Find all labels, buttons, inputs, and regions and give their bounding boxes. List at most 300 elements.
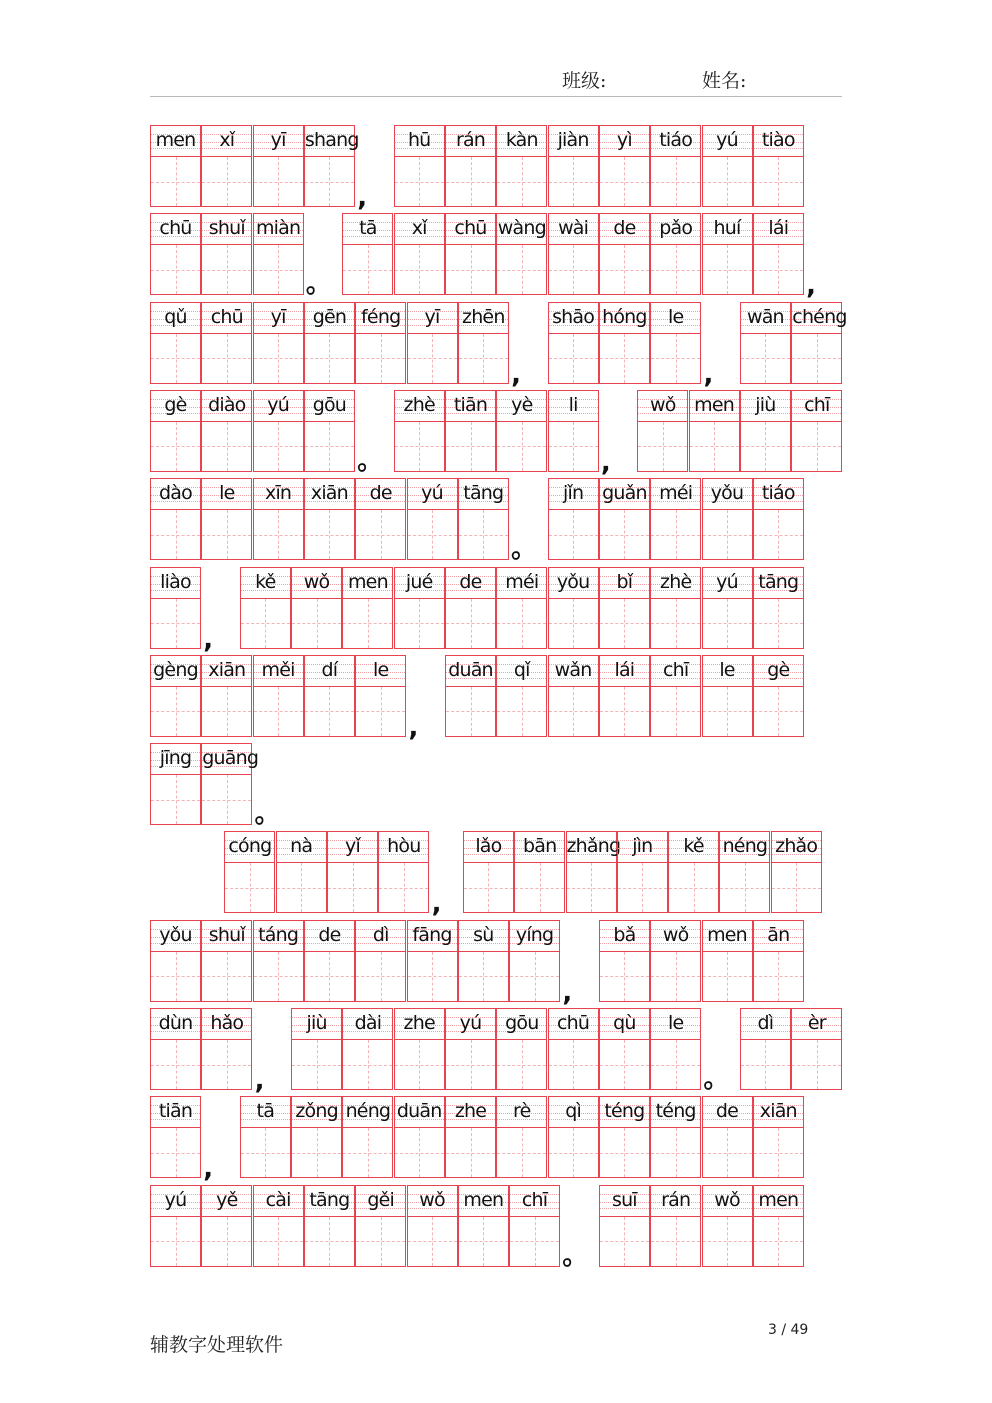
pinyin-syllable: wàng [497, 217, 546, 240]
writing-cell [496, 390, 547, 472]
writing-cell [458, 478, 509, 560]
character-guide-vertical [573, 1128, 574, 1177]
pinyin-syllable: de [318, 923, 341, 946]
pinyin-syllable: jìn [632, 835, 653, 858]
character-guide-vertical [778, 1128, 779, 1177]
character-guide-vertical [676, 510, 677, 559]
character-guide-vertical [227, 157, 228, 206]
writing-cell [458, 1185, 509, 1267]
character-guide-vertical [227, 687, 228, 736]
pinyin-syllable: de [369, 482, 392, 505]
pinyin-syllable: miàn [255, 217, 301, 240]
comma-mark: , [806, 271, 816, 302]
pinyin-syllable: chū [454, 217, 487, 240]
character-box [408, 1216, 457, 1266]
character-guide-vertical [676, 334, 677, 383]
character-guide-vertical [676, 157, 677, 206]
pinyin-syllable: tiào [761, 129, 795, 151]
pinyin-syllable: chéng [792, 305, 847, 328]
character-box [741, 421, 790, 471]
writing-cell [407, 920, 458, 1002]
character-box [459, 951, 508, 1001]
character-guide-vertical [301, 863, 302, 912]
writing-cell [150, 1096, 201, 1178]
character-guide-vertical [419, 422, 420, 471]
pinyin-syllable: tiáo [761, 482, 795, 505]
character-box [151, 333, 200, 383]
pinyin-syllable: chī [663, 658, 689, 681]
writing-cell [496, 567, 547, 649]
pinyin-syllable: yǒu [159, 923, 192, 946]
character-guide-vertical [522, 245, 523, 294]
character-guide-vertical [278, 157, 279, 206]
pinyin-syllable: tāng [309, 1188, 350, 1211]
writing-cell [342, 1008, 393, 1090]
character-box [202, 1216, 251, 1266]
character-guide-vertical [419, 1128, 420, 1177]
character-box [600, 686, 649, 736]
pinyin-syllable: zhe [403, 1012, 435, 1034]
writing-cell [291, 567, 342, 649]
pinyin-syllable: shuǐ [208, 217, 245, 240]
pinyin-syllable: men [707, 923, 747, 946]
writing-cell [150, 1185, 201, 1267]
character-guide-vertical [353, 863, 354, 912]
writing-cell [253, 125, 304, 207]
character-box [651, 1039, 700, 1089]
character-box [292, 1039, 341, 1089]
pinyin-syllable: táng [258, 923, 299, 946]
character-box [446, 1127, 495, 1177]
pinyin-syllable: dì [372, 923, 389, 946]
character-box [202, 951, 251, 1001]
pinyin-syllable: téng [655, 1100, 696, 1123]
character-box [600, 156, 649, 206]
writing-cell [394, 125, 445, 207]
writing-cell [201, 920, 252, 1002]
character-box [497, 244, 546, 294]
character-guide-vertical [227, 422, 228, 471]
writing-cell [791, 390, 842, 472]
pinyin-syllable: le [668, 305, 684, 328]
character-box [754, 509, 803, 559]
character-box [600, 333, 649, 383]
character-guide-vertical [573, 599, 574, 648]
character-box [225, 862, 274, 912]
writing-cell [650, 655, 701, 737]
character-guide-vertical [676, 1040, 677, 1089]
character-box [703, 1216, 752, 1266]
character-box [254, 421, 303, 471]
writing-cell [599, 478, 650, 560]
pinyin-syllable: wǒ [419, 1188, 445, 1211]
pinyin-syllable: méi [505, 570, 539, 593]
character-box [669, 862, 718, 912]
pinyin-syllable: kě [683, 835, 704, 858]
character-box [792, 333, 841, 383]
writing-cell [650, 213, 701, 295]
character-guide-vertical [573, 334, 574, 383]
writing-cell [548, 1096, 599, 1178]
pinyin-syllable: yě [216, 1188, 238, 1211]
pinyin-syllable: xiān [208, 658, 246, 681]
character-box [446, 1039, 495, 1089]
pinyin-syllable: bān [523, 835, 557, 858]
character-box [638, 421, 687, 471]
character-box [254, 509, 303, 559]
writing-cell [599, 1096, 650, 1178]
character-box [356, 686, 405, 736]
writing-cell [702, 1096, 753, 1178]
character-guide-vertical [368, 599, 369, 648]
character-guide-vertical [540, 863, 541, 912]
character-guide-vertical [745, 863, 746, 912]
pinyin-syllable: yú [267, 393, 289, 416]
character-guide-vertical [765, 1040, 766, 1089]
character-guide-vertical [573, 245, 574, 294]
pinyin-syllable: wǒ [714, 1188, 740, 1211]
character-guide-vertical [624, 245, 625, 294]
pinyin-syllable: dùn [158, 1012, 193, 1034]
writing-cell [599, 125, 650, 207]
character-guide-vertical [522, 157, 523, 206]
pinyin-syllable: wài [558, 217, 589, 240]
character-box [202, 244, 251, 294]
character-box [343, 244, 392, 294]
character-box [792, 1039, 841, 1089]
character-guide-vertical [368, 245, 369, 294]
character-guide-vertical [278, 952, 279, 1001]
writing-cell [304, 390, 355, 472]
character-guide-vertical [176, 599, 177, 648]
character-box [754, 244, 803, 294]
writing-cell [304, 1185, 355, 1267]
character-guide-vertical [404, 863, 405, 912]
pinyin-syllable: yī [424, 305, 440, 328]
pinyin-syllable: yǒu [710, 482, 744, 505]
character-guide-vertical [381, 334, 382, 383]
character-guide-vertical [471, 245, 472, 294]
character-guide-vertical [676, 245, 677, 294]
pinyin-syllable: yú [164, 1188, 187, 1211]
character-box [446, 244, 495, 294]
character-box [277, 862, 326, 912]
pinyin-syllable: qì [565, 1100, 581, 1123]
character-box [600, 1039, 649, 1089]
writing-cell [342, 1096, 393, 1178]
character-box [703, 244, 752, 294]
writing-cell [253, 390, 304, 472]
writing-cell [240, 567, 291, 649]
character-guide-vertical [329, 952, 330, 1001]
pinyin-syllable: zhè [403, 393, 435, 416]
character-box [292, 598, 341, 648]
character-guide-vertical [227, 334, 228, 383]
character-guide-vertical [317, 1128, 318, 1177]
character-box [343, 598, 392, 648]
pinyin-syllable: guǎn [602, 482, 647, 505]
character-box [600, 244, 649, 294]
character-guide-vertical [176, 1217, 177, 1266]
pinyin-syllable: yú [459, 1012, 482, 1034]
character-guide-vertical [624, 1217, 625, 1266]
writing-cell [355, 920, 406, 1002]
character-box [549, 509, 598, 559]
character-guide-vertical [817, 1040, 818, 1089]
character-box [754, 1216, 803, 1266]
character-box [772, 862, 821, 912]
pinyin-syllable: chī [804, 393, 830, 416]
pinyin-syllable: xiān [310, 482, 348, 505]
writing-cell [201, 390, 252, 472]
pinyin-syllable: yíng [515, 923, 554, 946]
writing-cell [304, 655, 355, 737]
writing-cell [740, 390, 791, 472]
character-guide-vertical [817, 334, 818, 383]
character-guide-vertical [676, 1128, 677, 1177]
character-box [651, 686, 700, 736]
character-box [241, 598, 290, 648]
writing-cell [150, 743, 201, 825]
pinyin-syllable: li [568, 393, 578, 416]
writing-cell [201, 1008, 252, 1090]
writing-cell [224, 831, 275, 913]
pinyin-syllable: téng [604, 1100, 645, 1123]
writing-cell [253, 920, 304, 1002]
writing-cell [150, 125, 201, 207]
comma-mark: , [203, 624, 214, 655]
pinyin-syllable: yī [270, 129, 286, 151]
writing-cell [355, 478, 406, 560]
pinyin-syllable: men [758, 1188, 799, 1211]
pinyin-syllable: wǎn [554, 658, 592, 681]
writing-cell [327, 831, 378, 913]
character-guide-vertical [727, 1217, 728, 1266]
character-box [549, 1039, 598, 1089]
writing-cell [740, 302, 791, 384]
writing-cell [791, 302, 847, 384]
pinyin-syllable: yú [716, 129, 738, 151]
character-guide-vertical [483, 952, 484, 1001]
writing-cell [702, 567, 753, 649]
writing-cell [150, 302, 201, 384]
character-box [151, 509, 200, 559]
character-box [202, 1039, 251, 1089]
character-box [202, 509, 251, 559]
writing-cell [201, 655, 252, 737]
pinyin-syllable: gèng [153, 658, 198, 681]
character-box [446, 156, 495, 206]
character-box [703, 686, 752, 736]
pinyin-syllable: bǐ [616, 570, 633, 593]
character-guide-vertical [573, 510, 574, 559]
writing-cell [791, 1008, 842, 1090]
pinyin-syllable: sù [473, 923, 494, 946]
writing-cell [253, 302, 304, 384]
character-box [343, 1127, 392, 1177]
pinyin-syllable: zhè [660, 570, 692, 593]
pinyin-syllable: lái [768, 217, 789, 240]
character-guide-vertical [419, 245, 420, 294]
pinyin-syllable: qù [613, 1012, 636, 1034]
character-guide-vertical [727, 157, 728, 206]
comma-mark: , [562, 977, 573, 1008]
character-box [459, 1216, 508, 1266]
character-guide-vertical [778, 1217, 779, 1266]
comma-mark: , [600, 447, 611, 478]
character-box [254, 244, 303, 294]
pinyin-syllable: tāng [758, 570, 799, 593]
character-guide-vertical [278, 687, 279, 736]
writing-cell [304, 478, 355, 560]
writing-cell [458, 302, 509, 384]
pinyin-syllable: xǐ [219, 129, 235, 151]
character-guide-vertical [250, 863, 251, 912]
header-divider [150, 96, 842, 97]
character-guide-vertical [432, 510, 433, 559]
character-box [254, 156, 303, 206]
pinyin-syllable: jiù [306, 1012, 327, 1034]
pinyin-syllable: men [694, 393, 735, 416]
character-guide-vertical [227, 510, 228, 559]
pinyin-syllable: zhǎng [566, 835, 621, 858]
writing-cell [599, 302, 650, 384]
pinyin-syllable: ān [767, 923, 790, 946]
character-guide-vertical [227, 245, 228, 294]
character-box [408, 333, 457, 383]
character-box [651, 951, 700, 1001]
character-box [305, 951, 354, 1001]
pinyin-syllable: wǒ [662, 923, 689, 946]
writing-cell [650, 567, 701, 649]
writing-cell [702, 478, 753, 560]
pinyin-syllable: lái [614, 658, 635, 681]
character-guide-vertical [535, 1217, 536, 1266]
character-guide-vertical [483, 1217, 484, 1266]
comma-mark: , [357, 183, 368, 213]
character-box [510, 951, 559, 1001]
character-guide-vertical [676, 1217, 677, 1266]
writing-cell [407, 302, 458, 384]
character-guide-vertical [176, 687, 177, 736]
pinyin-syllable: chū [210, 305, 243, 328]
character-box [497, 686, 546, 736]
writing-cell [548, 302, 599, 384]
character-guide-vertical [368, 1040, 369, 1089]
writing-cell [276, 831, 327, 913]
character-box [703, 1127, 752, 1177]
writing-cell [394, 1096, 445, 1178]
comma-mark: , [254, 1066, 265, 1096]
writing-cell [407, 478, 458, 560]
writing-cell [702, 920, 753, 1002]
writing-cell [753, 1096, 804, 1178]
pinyin-syllable: duān [448, 658, 493, 681]
pinyin-syllable: jīng [159, 747, 192, 770]
character-box [356, 951, 405, 1001]
writing-cell [509, 920, 560, 1002]
writing-cell [496, 125, 547, 207]
pinyin-syllable: néng [722, 835, 768, 858]
character-guide-vertical [522, 687, 523, 736]
writing-cell [650, 478, 701, 560]
writing-cell [394, 213, 445, 295]
character-guide-vertical [765, 334, 766, 383]
character-box [151, 1039, 200, 1089]
pinyin-syllable: tā [359, 217, 377, 240]
character-box [202, 774, 251, 824]
writing-cell [719, 831, 770, 913]
writing-cell [496, 213, 547, 295]
writing-cell [150, 390, 201, 472]
character-guide-vertical [727, 245, 728, 294]
pinyin-syllable: féng [361, 305, 401, 328]
writing-cell [753, 213, 804, 295]
character-guide-vertical [471, 1040, 472, 1089]
character-box [151, 156, 200, 206]
pinyin-syllable: hóng [602, 305, 647, 328]
pinyin-syllable: tiáo [659, 129, 693, 151]
character-box [651, 598, 700, 648]
character-guide-vertical [278, 510, 279, 559]
character-box [356, 333, 405, 383]
pinyin-syllable: dí [321, 658, 338, 681]
pinyin-syllable: yǒu [556, 570, 590, 593]
writing-cell [394, 390, 445, 472]
writing-cell [240, 1096, 291, 1178]
pinyin-syllable: le [719, 658, 735, 681]
character-box [515, 862, 564, 912]
pinyin-syllable: měi [261, 658, 295, 681]
pinyin-syllable: wǒ [650, 393, 676, 416]
character-guide-vertical [624, 687, 625, 736]
character-box [254, 951, 303, 1001]
character-box [356, 1216, 405, 1266]
period-mark: 。 [511, 534, 538, 565]
character-box [395, 598, 444, 648]
writing-cell [753, 125, 804, 207]
writing-cell [253, 213, 304, 295]
pinyin-syllable: hòu [387, 835, 421, 858]
character-guide-vertical [381, 952, 382, 1001]
pinyin-syllable: yú [421, 482, 443, 505]
character-guide-vertical [329, 157, 330, 206]
character-box [395, 421, 444, 471]
character-guide-vertical [535, 952, 536, 1001]
character-box [343, 1039, 392, 1089]
character-box [549, 1127, 598, 1177]
pinyin-syllable: dì [757, 1012, 774, 1034]
writing-cell [548, 125, 599, 207]
character-box [703, 156, 752, 206]
character-guide-vertical [714, 422, 715, 471]
character-box [305, 333, 354, 383]
pinyin-syllable: fāng [412, 923, 452, 946]
character-box [497, 421, 546, 471]
writing-cell [650, 302, 701, 384]
character-box [549, 244, 598, 294]
character-box [459, 333, 508, 383]
character-box [497, 1127, 546, 1177]
character-box [754, 686, 803, 736]
pinyin-syllable: de [715, 1100, 739, 1123]
character-guide-vertical [624, 952, 625, 1001]
pinyin-syllable: shuǐ [208, 923, 245, 946]
character-guide-vertical [522, 599, 523, 648]
comma-mark: , [511, 359, 521, 390]
character-box [305, 156, 354, 206]
character-guide-vertical [488, 863, 489, 912]
